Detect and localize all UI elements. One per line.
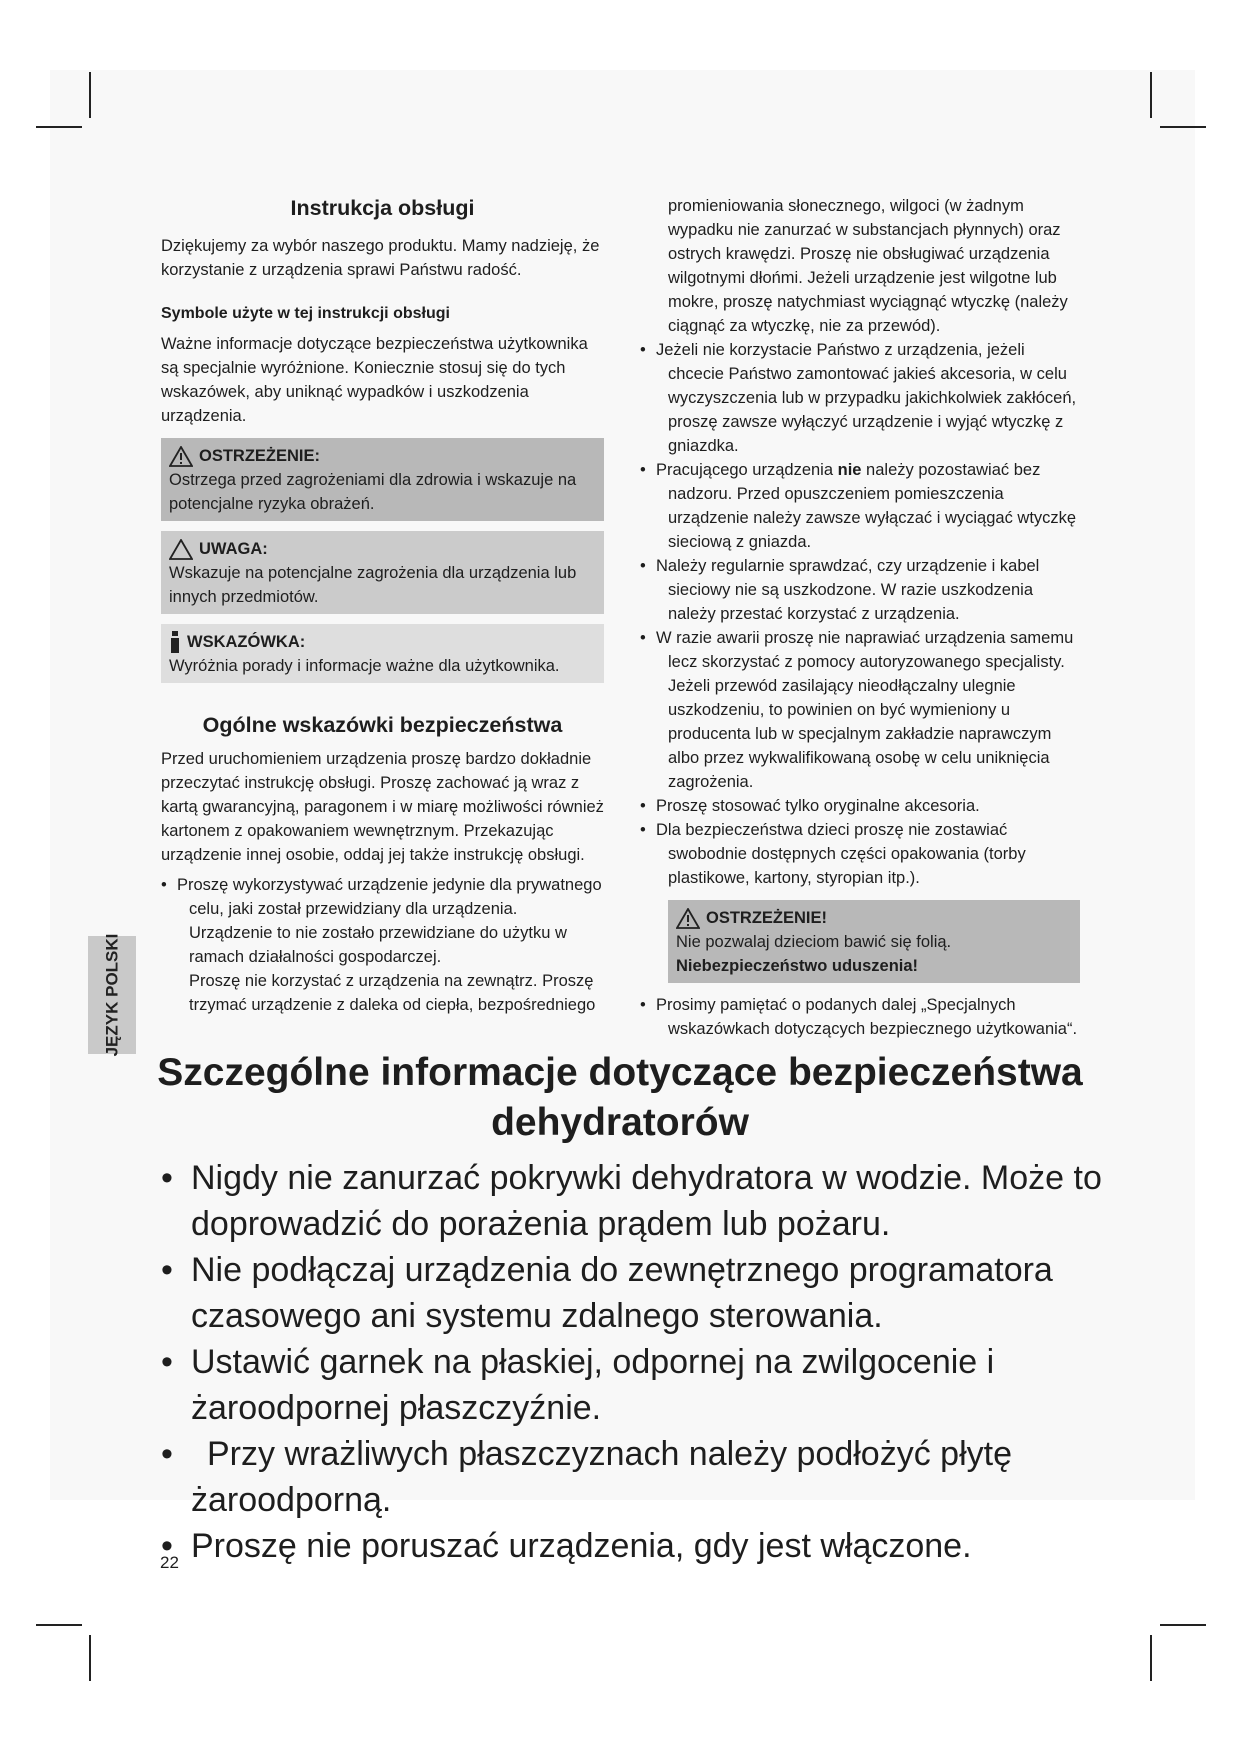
- general-safety-list: [161, 873, 604, 969]
- special-safety-list: [155, 1155, 1115, 1569]
- crop-mark: [36, 126, 82, 128]
- list-item: • Nigdy nie zanurzać pokrywki dehydratora w wodzie. Może to doprowadzić do porażenia prądem lub pożaru.: [155, 1155, 1115, 1247]
- safety-list-right: [640, 338, 1080, 890]
- language-side-tab: [88, 933, 136, 1057]
- list-item: • Nie podłączaj urządzenia do zewnętrznego programatora czasowego ani systemu zdalnego sterowania.: [155, 1247, 1115, 1339]
- crop-mark: [1160, 126, 1206, 128]
- page-number: 22: [160, 1553, 179, 1572]
- list-item: • Jeżeli nie korzystacie Państwo z urządzenia, jeżeli chcecie Państwo zamontować jakieś akcesoria, w celu wyczyszczenia lub w przypadku jakichkolwiek zakłóceń, proszę zawsze wyłączyć urządzenie i wyjąć wtyczkę z gniazdka.: [640, 338, 1080, 458]
- manual-title: Instrukcja obsługi: [290, 196, 475, 220]
- crop-mark: [1150, 72, 1152, 118]
- continued-text: promieniowania słonecznego, wilgoci (w żadnym wypadku nie zanurzać w substancjach płynnych) oraz ostrych krawędzi. Proszę nie obsługiwać urządzenia wilgotnymi dłońmi. Jeżeli urządzenie jest wilgotne lub mokre, proszę natychmiast wyciągnąć wtyczkę (należy ciągnąć za wtyczkę, nie za przewód).: [668, 197, 1068, 335]
- warning-box: [161, 438, 604, 521]
- list-item: • Proszę nie poruszać urządzenia, gdy jest włączone.: [155, 1523, 1115, 1569]
- list-item: • Proszę stosować tylko oryginalne akcesoria.: [640, 794, 1080, 818]
- list-item: • Dla bezpieczeństwa dzieci proszę nie zostawiać swobodnie dostępnych części opakowania (torby plastikowe, kartony, styropian itp.).: [640, 818, 1080, 890]
- crop-mark: [1160, 1624, 1206, 1626]
- special-safety-title: Szczególne informacje dotyczące bezpieczeństwa dehydratorów: [157, 1051, 1083, 1144]
- crop-mark: [89, 1635, 91, 1681]
- symbols-text: Ważne informacje dotyczące bezpieczeństwa użytkownika są specjalnie wyróżnione. Koniecznie stosuj się do tych wskazówek, aby uniknąć wypadków i uszkodzenia urządzenia.: [161, 335, 588, 425]
- hint-text: Wyróżnia porady i informacje ważne dla użytkownika.: [169, 657, 560, 675]
- list-item: • Ustawić garnek na płaskiej, odpornej na zwilgocenie i żaroodpornej płaszczyźnie.: [155, 1339, 1115, 1431]
- general-safety-title: Ogólne wskazówki bezpieczeństwa: [202, 713, 563, 737]
- general-safety-text: Przed uruchomieniem urządzenia proszę bardzo dokładnie przeczytać instrukcję obsługi. Proszę zachować ją wraz z kartą gwarancyjną, paragonem i w miarę możliwości również kartonem z opakowaniem wewnętrznym. Przekazując urządzenie innej osobie, oddaj jej także instrukcję obsługi.: [161, 750, 604, 864]
- caution-box: [161, 531, 604, 614]
- warning-text: Ostrzega przed zagrożeniami dla zdrowia i wskazuje na potencjalne ryzyka obrażeń.: [169, 471, 577, 513]
- right-column: [640, 194, 1080, 1041]
- child-warning-text: Nie pozwalaj dzieciom bawić się folią. Niebezpieczeństwo uduszenia!: [676, 933, 952, 975]
- warning-triangle-icon: [676, 908, 700, 929]
- caution-label: UWAGA:: [199, 540, 268, 558]
- warning-label: OSTRZEŻENIE:: [199, 447, 321, 465]
- crop-mark: [36, 1624, 82, 1626]
- child-warning-label: OSTRZEŻENIE!: [706, 909, 828, 927]
- crop-mark: [89, 72, 91, 118]
- info-icon: [169, 631, 181, 653]
- symbols-heading: Symbole użyte w tej instrukcji obsługi: [161, 305, 450, 322]
- list-item-continuation: Proszę nie korzystać z urządzenia na zewnątrz. Proszę trzymać urządzenie z daleka od ciepła, bezpośredniego: [189, 972, 596, 1014]
- list-item: • Proszę wykorzystywać urządzenie jedynie dla prywatnego celu, jaki został przewidziany dla urządzenia. Urządzenie to nie zostało przewidziane do użytku w ramach działalności gospodarczej.: [161, 873, 604, 969]
- language-label: JĘZYK POLSKI: [102, 933, 121, 1057]
- crop-mark: [1150, 1635, 1152, 1681]
- list-item: • Należy regularnie sprawdzać, czy urządzenie i kabel sieciowy nie są uszkodzone. W razie uszkodzenia należy przestać korzystać z urządzenia.: [640, 554, 1080, 626]
- left-column: [161, 194, 604, 1017]
- child-warning-box: [668, 900, 1080, 983]
- intro-text: Dziękujemy za wybór naszego produktu. Mamy nadzieję, że korzystanie z urządzenia sprawi Państwu radość.: [161, 237, 600, 279]
- list-item: • Przy wrażliwych płaszczyznach należy podłożyć płytę żaroodporną.: [155, 1431, 1115, 1523]
- warning-triangle-icon: [169, 446, 193, 467]
- list-item: • Pracującego urządzenia nie należy pozostawiać bez nadzoru. Przed opuszczeniem pomieszczenia urządzenie należy zawsze wyłączać i wyciągać wtyczkę sieciową z gniazda.: [640, 458, 1080, 554]
- caution-text: Wskazuje na potencjalne zagrożenia dla urządzenia lub innych przedmiotów.: [169, 564, 577, 606]
- hint-label: WSKAZÓWKA:: [187, 633, 306, 651]
- list-item: • W razie awarii proszę nie naprawiać urządzenia samemu lecz skorzystać z pomocy autoryzowanego specjalisty. Jeżeli przewód zasilający nieodłączalny ulegnie uszkodzeniu, to powinien on być wymieniony u producenta lub w specjalnym zakładzie naprawczym albo przez wykwalifikowaną osobę w celu uniknięcia zagrożenia.: [640, 626, 1080, 794]
- list-item: • Prosimy pamiętać o podanych dalej „Specjalnych wskazówkach dotyczących bezpiecznego użytkowania“.: [640, 993, 1080, 1041]
- hint-box: [161, 624, 604, 683]
- caution-triangle-icon: [169, 539, 193, 560]
- safety-list-right-end: [640, 993, 1080, 1041]
